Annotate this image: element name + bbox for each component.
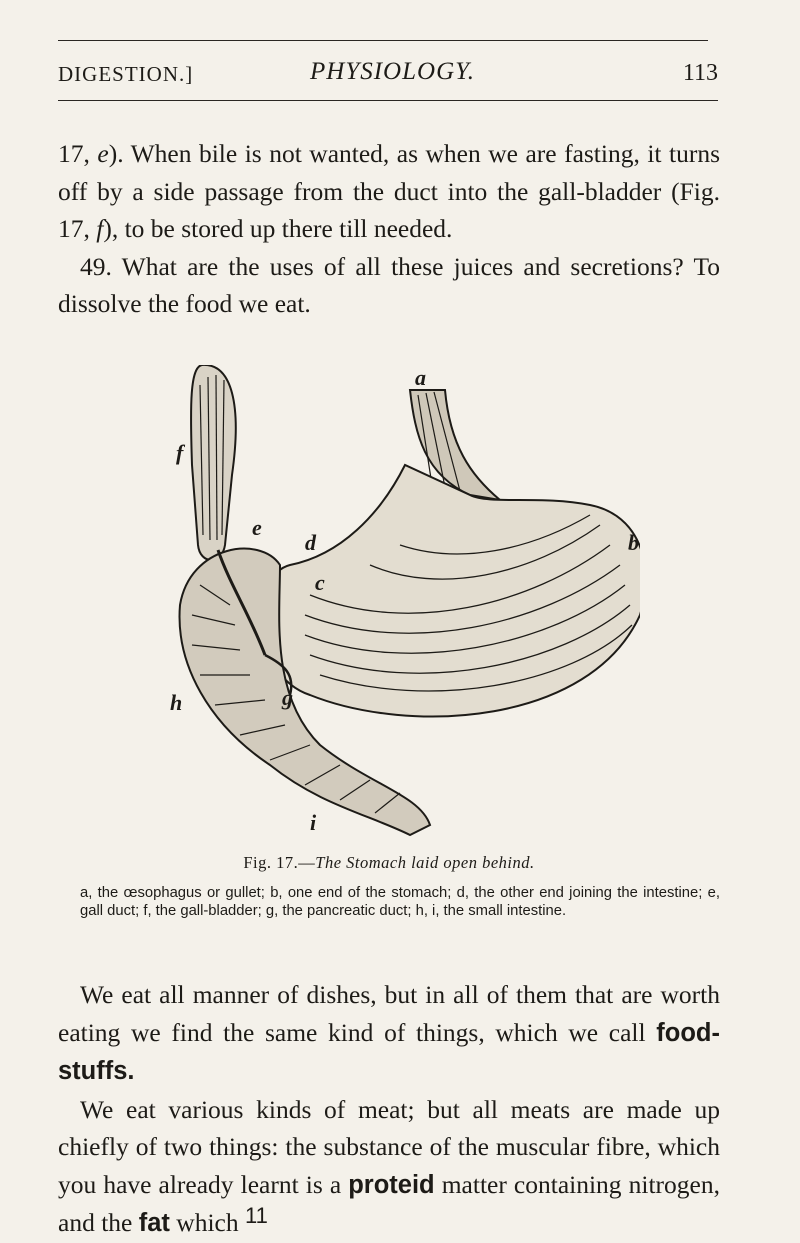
label-d: d: [305, 530, 316, 555]
label-h: h: [170, 690, 183, 715]
paragraph-49: 49. What are the uses of all these juices and secretions? To dissolve the food we eat.: [58, 251, 720, 318]
label-g: g: [282, 685, 293, 710]
paragraph-meats: We eat various kinds of meat; but all meats are made up chiefly of two things: the substance of the muscular fibre, which you have already learnt is a proteid matter containing nitrogen, and the fat which: [58, 1094, 720, 1237]
top-rule: [58, 40, 708, 41]
label-a: a: [415, 365, 426, 390]
figure-caption: Fig. 17.—The Stomach laid open behind.: [243, 853, 535, 872]
header-rule: [58, 100, 718, 101]
paragraph-food-stuffs: We eat all manner of dishes, but in all of them that are worth eating we find the same kind of things, which we call food-stuffs.: [58, 980, 720, 1085]
label-f: f: [176, 440, 184, 465]
figure-legend: a, the œsophagus or gullet; b, one end of the stomach; d, the other end joining the intestine; e, gall duct; f, the gall-bladder; g, the pancreatic duct; h, i, the small intestine.: [80, 885, 720, 919]
stomach-illustration: [170, 365, 640, 840]
header-section: DIGESTION.]: [58, 62, 194, 86]
header-title: PHYSIOLOGY.: [310, 58, 475, 85]
body-text-top: [58, 135, 720, 323]
gall-bladder-shape: [191, 365, 236, 560]
running-header: [58, 58, 718, 94]
label-i: i: [310, 810, 317, 835]
paragraph-bile: 17, e). When bile is not wanted, as when we are fasting, it turns off by a side passage from the duct into the gall-bladder (Fig. 17, f), to be stored up there till needed.: [58, 139, 721, 243]
signature-mark: 11: [245, 1203, 268, 1228]
label-e: e: [252, 515, 262, 540]
body-text-bottom: [58, 976, 720, 1243]
label-c: c: [315, 570, 325, 595]
label-b: b: [628, 530, 639, 555]
page-number: 113: [682, 60, 718, 86]
